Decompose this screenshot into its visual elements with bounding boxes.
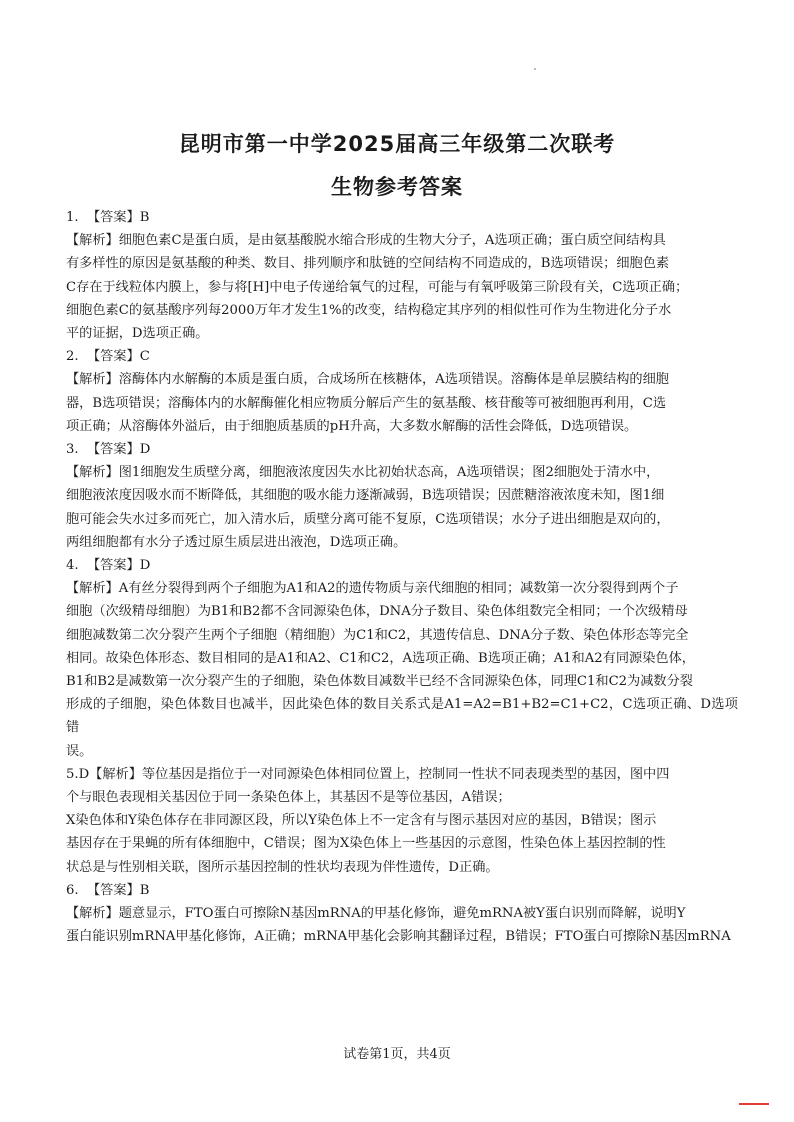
- explanation-line: 细胞（次级精母细胞）为B1和B2都不含同源染色体，DNA分子数目、染色体组数完全相同；一个次级精母: [66, 604, 688, 620]
- explanation-line: 【解析】细胞色素C是蛋白质，是由氨基酸脱水缩合形成的生物大分子，A选项正确；蛋白质空间结构具: [66, 233, 666, 249]
- explanation-line: 【解析】A有丝分裂得到两个子细胞为A1和A2的遗传物质与亲代细胞的相同；减数第一次分裂得到两个子: [66, 581, 679, 597]
- exam-title: 昆明市第一中学2025届高三年级第二次联考: [178, 132, 616, 156]
- explanation-line: 平的证据，D选项正确。: [66, 326, 209, 342]
- scan-speck: [534, 68, 536, 70]
- explanation-line: 状总是与性别相关联，图所示基因控制的性状均表现为伴性遗传，D正确。: [66, 859, 499, 875]
- answer-block: [66, 763, 738, 879]
- answer-block: [66, 554, 738, 763]
- answer-block: [66, 438, 738, 554]
- answer-block: [66, 345, 738, 438]
- answer-header: 6. 【答案】B: [66, 882, 150, 898]
- explanation-line: 细胞色素C的氨基酸序列每2000万年才发生1%的改变，结构稳定其序列的相似性可作为生物进化分子水: [66, 302, 672, 318]
- explanation-line: 误。: [66, 743, 93, 759]
- explanation-line: 【解析】题意显示，FTO蛋白可擦除N基因mRNA的甲基化修饰，避免mRNA被Y蛋白识别而降解，说明Y: [66, 906, 686, 922]
- answer-header: 3. 【答案】D: [66, 442, 151, 458]
- explanation-line: 【解析】图1细胞发生质壁分离，细胞液浓度因失水比初始状态高，A选项错误；图2细胞处于清水中，: [66, 465, 660, 481]
- red-mark: [739, 1103, 769, 1105]
- answer-key-subtitle: 生物参考答案: [331, 175, 463, 199]
- explanation-line: 器，B选项错误；溶酶体内的水解酶催化相应物质分解后产生的氨基酸、核苷酸等可被细胞再利用，C选: [66, 395, 667, 411]
- explanation-line: 有多样性的原因是氨基酸的种类、数目、排列顺序和肽链的空间结构不同造成的，B选项错误；细胞色素: [66, 256, 670, 272]
- explanation-line: 5.D【解析】等位基因是指位于一对同源染色体相同位置上，控制同一性状不同表现类型的基因，图中四: [66, 766, 670, 782]
- answer-header: 1. 【答案】B: [66, 210, 150, 225]
- page-footer: 试卷第1页，共4页: [343, 1047, 451, 1062]
- answer-block: [66, 206, 738, 345]
- answer-body: [66, 206, 738, 949]
- answer-block: [66, 879, 738, 949]
- explanation-line: 细胞减数第二次分裂产生两个子细胞（精细胞）为C1和C2，其遗传信息、DNA分子数、染色体形态等完全: [66, 627, 689, 643]
- explanation-line: 蛋白能识别mRNA甲基化修饰，A正确；mRNA甲基化会影响其翻译过程，B错误；FTO蛋白可擦除N基因mRNA: [66, 929, 731, 945]
- explanation-line: C存在于线粒体内膜上，参与将[H]中电子传递给氧气的过程，可能与有氧呼吸第三阶段有关，C选项正确；: [66, 279, 689, 295]
- explanation-line: 个与眼色表现相关基因位于同一条染色体上，其基因不是等位基因，A错误；: [66, 790, 511, 806]
- explanation-line: 胞可能会失水过多而死亡，加入清水后，质壁分离可能不复原，C选项错误；水分子进出细胞是双向的，: [66, 511, 670, 527]
- explanation-line: 相同。故染色体形态、数目相同的是A1和A2、C1和C2，A选项正确、B选项正确；A1和A2有同源染色体，: [66, 650, 695, 666]
- answer-header: 2. 【答案】C: [66, 349, 150, 365]
- explanation-line: 两组细胞都有水分子透过原生质层进出液泡，D选项正确。: [66, 534, 407, 550]
- explanation-line: 形成的子细胞，染色体数目也减半，因此染色体的数目关系式是A1=A2=B1+B2=C1+C2，C选项正确、D选项错: [66, 697, 738, 736]
- answer-header: 4. 【答案】D: [66, 558, 151, 574]
- explanation-line: B1和B2是减数第一次分裂产生的子细胞，染色体数目减数半已经不含同源染色体，同理C1和C2为减数分裂: [66, 674, 693, 690]
- explanation-line: 项正确；从溶酶体外溢后，由于细胞质基质的pH升高，大多数水解酶的活性会降低，D选项错误。: [66, 418, 638, 434]
- explanation-line: 【解析】溶酶体内水解酶的本质是蛋白质，合成场所在核糖体，A选项错误。溶酶体是单层膜结构的细胞: [66, 372, 669, 388]
- explanation-line: 细胞液浓度因吸水而不断降低，其细胞的吸水能力逐渐减弱，B选项错误；因蔗糖溶液浓度未知，图1细: [66, 488, 665, 504]
- explanation-line: X染色体和Y染色体存在非同源区段，所以Y染色体上不一定含有与图示基因对应的基因，B错误；图示: [66, 813, 657, 829]
- explanation-line: 基因存在于果蝇的所有体细胞中，C错误；图为X染色体上一些基因的示意图，性染色体上基因控制的性: [66, 836, 666, 852]
